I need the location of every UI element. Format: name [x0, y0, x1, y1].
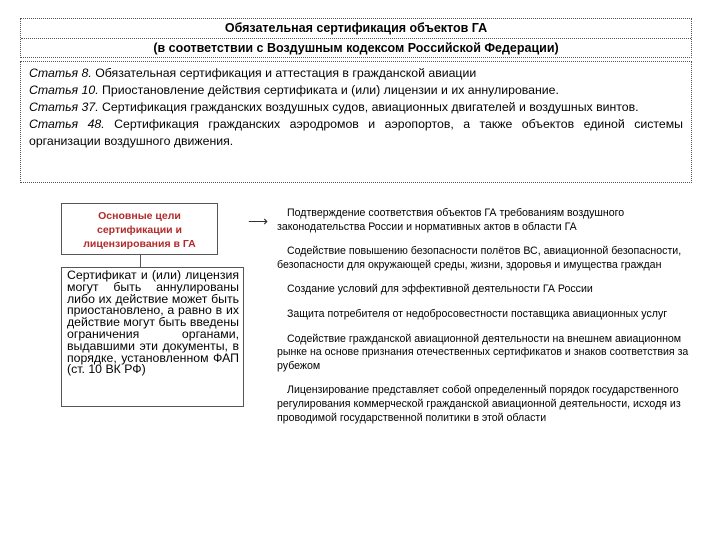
header-divider: [21, 38, 691, 39]
goals-title-box: Основные цели сертификации и лицензирования в ГА: [61, 203, 218, 255]
article-number: Статья 48.: [29, 117, 105, 131]
article-text: Сертификация гражданских воздушных судов, авиационных двигателей и воздушных винтов.: [98, 100, 639, 114]
arrow-right-icon: ⟶: [248, 213, 269, 229]
article-item: [29, 116, 683, 150]
article-number: Статья 8.: [29, 66, 92, 80]
article-item: [29, 65, 683, 82]
goal-item: Подтверждение соответствия объектов ГА требованиям воздушного законодательства России и нормативных актов в области ГА: [277, 207, 625, 233]
article-text: Сертификация гражданских аэродромов и аэропортов, а также объектов единой системы организации воздушного движения.: [29, 117, 683, 148]
connector-line: [140, 255, 141, 267]
goal-item: Защита потребителя от недобросовестности поставщика авиационных услуг: [287, 307, 668, 320]
certificate-note-box: Сертификат и (или) лицензия могут быть аннулированы либо их действие может быть приостановлено, а равно в их действие могут быть введены ограничения органами, выдавшими эти документы, в порядке, установленном ФАП (ст. 10 ВК РФ): [61, 267, 244, 407]
page-title: Обязательная сертификация объектов ГА: [224, 21, 488, 35]
goal-item: Лицензирование представляет собой определенный порядок государственного регулирования коммерческой гражданской авиационной деятельности, исходя из проводимой государственной политики в этой области: [277, 384, 681, 424]
header-box: [20, 18, 692, 58]
article-number: Статья 10.: [29, 83, 99, 97]
article-text: Приостановление действия сертификата и (или) лицензии и их аннулирование.: [98, 83, 559, 97]
articles-box: [20, 61, 692, 183]
goal-item: Содействие гражданской авиационной деятельности на внешнем авиационном рынке на основе признания отечественных сертификатов и знаков соответствия за рубежом: [277, 332, 689, 372]
article-item: [29, 82, 683, 99]
article-text: Обязательная сертификация и аттестация в гражданской авиации: [91, 66, 477, 80]
article-item: [29, 99, 683, 116]
goal-item: Создание условий для эффективной деятельности ГА России: [287, 283, 593, 296]
page-subtitle: (в соответствии с Воздушным кодексом Российской Федерации): [153, 41, 559, 55]
goal-item: Содействие повышению безопасности полётов ВС, авиационной безопасности, безопасности для окружающей среды, жизни, здоровья и имущества граждан: [277, 245, 682, 271]
article-number: Статья 37.: [29, 100, 99, 114]
goals-list: [277, 207, 689, 436]
